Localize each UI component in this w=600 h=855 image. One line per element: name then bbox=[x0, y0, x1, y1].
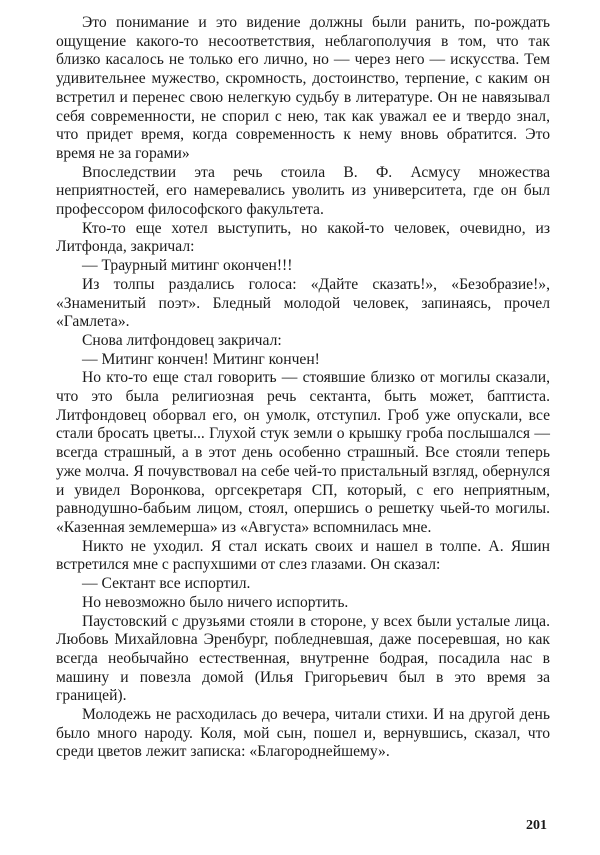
paragraph: — Сектант все испортил. bbox=[82, 575, 251, 593]
paragraph: — Митинг кончен! Митинг кончен! bbox=[82, 350, 320, 368]
paragraph: Но невозможно было ничего испортить. bbox=[82, 593, 349, 611]
paragraph: Кто-то еще хотел выступить, но какой-то человек, очевидно, из Литфонда, закричал: bbox=[56, 219, 550, 256]
paragraph: Никто не уходил. Я стал искать своих и нашел в толпе. А. Яшин встретился мне с распухшими от слез глазами. Он сказал: bbox=[56, 537, 550, 574]
paragraph: Паустовский с друзьями стояли в стороне, у всех были усталые лица. Любовь Михайловна Эренбург, побледневшая, даже посеревшая, но как всегда необычайно естественная, внутренне бодрая, посадила нас в машину и повезла домой (Илья Григорьевич был в это время за границей). bbox=[56, 612, 550, 705]
page-body bbox=[56, 14, 550, 762]
paragraph: Это понимание и это видение должны были ранить, по-рождать ощущение какого-то несоответствия, неблагополучия в том, что так близко касалось не только его лично, но — через него — искусства. Тем удивительнее мужество, скромность, достоинство, терпение, с каким он встретил и перенес свою нелегкую судьбу в литературе. Он не навязывал себя современности, не спорил с нею, так как уважал ее и твердо знал, что придет время, когда современность к нему вновь обратится. Это время не за горами» bbox=[56, 14, 550, 162]
paragraph: — Траурный митинг окончен!!! bbox=[82, 257, 293, 275]
paragraph: Но кто-то еще стал говорить — стоявшие близко от могилы сказали, что это была религиозная речь сектанта, быть может, баптиста. Литфондовец оборвал его, он умолк, отступил. Гроб уже опускали, все стали бросать цветы... Глухой стук земли о крышку гроба послышался — всегда страшный, а в этот день особенно страшный. Все стояли теперь уже молча. Я почувствовал на себе чей-то пристальный взгляд, обернулся и увидел Воронкова, оргсекретаря СП, который, с его неприятным, равнодушно-бабьим лицом, стоял, опершись о решетку чьей-то могилы. «Казенная землемерша» из «Августа» вспомнилась мне. bbox=[56, 369, 550, 536]
page-number: 201 bbox=[526, 818, 547, 833]
paragraph: Впоследствии эта речь стоила В. Ф. Асмусу множества неприятностей, его намеревались уволить из университета, где он был профессором философского факультета. bbox=[56, 163, 550, 219]
paragraph: Из толпы раздались голоса: «Дайте сказать!», «Безобразие!», «Знаменитый поэт». Бледный молодой человек, запинаясь, прочел «Гамлета». bbox=[56, 275, 550, 331]
paragraph: Снова литфондовец закричал: bbox=[82, 331, 282, 349]
paragraph: Молодежь не расходилась до вечера, читали стихи. И на другой день было много народу. Коля, мой сын, пошел и, вернувшись, сказал, что среди цветов лежит записка: «Благороднейшему». bbox=[56, 706, 550, 761]
